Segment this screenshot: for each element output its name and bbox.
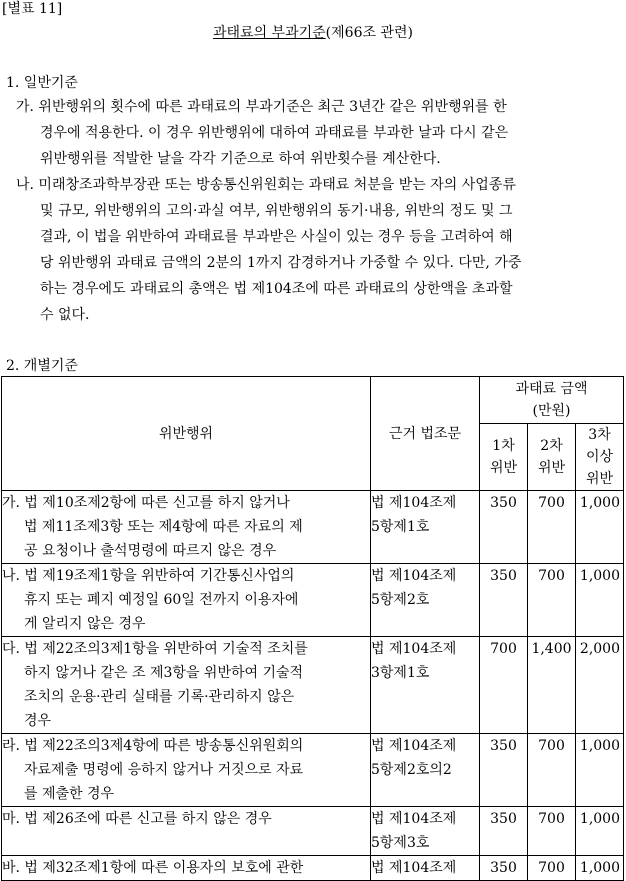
second-amount: 700 [528,807,576,856]
violation-cell [2,637,371,734]
violation-line: 법 제11조제3항 또는 제4항에 따른 자료의 제 [24,519,303,535]
col-header-third [576,424,624,491]
second-amount: 1,400 [528,637,576,734]
first-amount: 350 [480,564,528,637]
third-amount: 1,000 [576,856,624,881]
first-amount: 350 [480,734,528,807]
general-ga-line: 경우에 적용한다. 이 경우 위반행위에 대하여 과태료를 부과한 날과 다시 같은 [40,125,509,141]
violation-line: 경우 [24,713,52,729]
general-ga-line: 가. 위반행위의 횟수에 따른 과태료의 부과기준은 최근 3년간 같은 위반행위를 한 [16,99,507,115]
violation-line: 공 요청이나 출석명령에 따르지 않은 경우 [24,543,277,559]
title-reference: (제66조 관련) [325,25,413,41]
amount-header-line2: (만원) [532,403,571,419]
violation-cell [2,807,371,856]
first-amount: 350 [480,807,528,856]
law-line: 5항제1호 [371,519,430,535]
law-line: 5항제3호 [371,835,430,851]
violation-line: 바. 법 제32조제1항에 따른 이용자의 보호에 관한 [2,860,304,876]
table-row [2,637,624,734]
violation-line: 게 알리지 않은 경우 [24,616,146,632]
third-header-l3: 위반 [585,471,614,487]
law-line: 법 제104조제 [371,738,457,754]
violation-line: 하지 않거나 같은 조 제3항을 위반하여 기술적 [24,665,304,681]
third-amount: 1,000 [576,491,624,564]
col-header-violation: 위반행위 [2,377,371,491]
first-header-l2: 위반 [489,460,518,476]
table-row [2,564,624,637]
table-row [2,491,624,564]
violation-cell [2,491,371,564]
law-line: 3항제1호 [371,665,430,681]
general-na-line: 나. 미래창조과학부장관 또는 방송통신위원회는 과태료 처분을 받는 자의 사업종류 [16,177,516,193]
general-na-line: 및 규모, 위반행위의 고의·과실 여부, 위반행위의 동기·내용, 위반의 정도 및 그 [40,203,513,219]
second-amount: 700 [528,564,576,637]
section-general-title: 1. 일반기준 [6,75,78,91]
second-amount: 700 [528,856,576,881]
law-cell [371,637,480,734]
third-amount: 1,000 [576,734,624,807]
general-ga-line: 위반행위를 적발한 날을 각각 기준으로 하여 위반횟수를 계산한다. [40,151,441,167]
third-amount: 1,000 [576,564,624,637]
law-line: 5항제2호의2 [371,762,452,778]
first-header-l1: 1차 [492,438,515,454]
third-amount: 1,000 [576,807,624,856]
general-na-line: 당 위반행위 과태료 금액의 2분의 1까지 감경하거나 가중할 수 있다. 다만, 가중 [40,255,522,271]
law-line: 법 제104조제 [371,860,457,876]
law-line: 법 제104조제 [371,495,457,511]
table-row [2,856,624,881]
col-header-first [480,424,528,491]
general-item-ga [16,94,616,172]
third-header-l2: 이상 [585,449,614,465]
first-amount: 350 [480,856,528,881]
violation-line: 자료제출 명령에 응하지 않거나 거짓으로 자료 [24,762,304,778]
second-amount: 700 [528,491,576,564]
second-amount: 700 [528,734,576,807]
second-header-l2: 위반 [537,460,566,476]
law-cell [371,856,480,881]
general-item-na [16,172,616,328]
law-line: 법 제104조제 [371,641,457,657]
violation-line: 가. 법 제10조제2항에 따른 신고를 하지 않거나 [2,495,290,511]
law-cell [371,734,480,807]
amount-header-line1: 과태료 금액 [515,381,588,397]
appendix-label: [별표 11] [2,1,63,17]
violation-line: 다. 법 제22조의3제1항을 위반하여 기술적 조치를 [2,641,308,657]
col-header-second [528,424,576,491]
violation-line: 마. 법 제26조에 따른 신고를 하지 않은 경우 [2,811,272,827]
general-na-line: 결과, 이 법을 위반하여 과태료를 부과받은 사실이 있는 경우 등을 고려하여 해 [40,229,513,245]
violation-cell [2,734,371,807]
violation-line: 를 제출한 경우 [24,786,115,802]
third-header-l1: 3차 [588,427,611,443]
section-individual-title: 2. 개별기준 [6,358,78,374]
third-amount: 2,000 [576,637,624,734]
violation-line: 조치의 운용·관리 실태를 기록·관리하지 않은 [24,689,295,705]
law-cell [371,564,480,637]
law-line: 법 제104조제 [371,811,457,827]
violation-line: 휴지 또는 폐지 예정일 60일 전까지 이용자에 [24,592,299,608]
table-row [2,734,624,807]
law-cell [371,491,480,564]
document-title [0,22,626,42]
first-amount: 350 [480,491,528,564]
title-main: 과태료의 부과기준 [213,25,326,41]
law-line: 5항제2호 [371,592,430,608]
violation-cell [2,564,371,637]
second-header-l1: 2차 [540,438,563,454]
general-na-line: 하는 경우에도 과태료의 총액은 법 제104조에 따른 과태료의 상한액을 초과할 [40,281,513,297]
col-header-law: 근거 법조문 [371,377,480,491]
penalty-table [1,376,624,881]
violation-line: 라. 법 제22조의3제4항에 따른 방송통신위원회의 [2,738,304,754]
general-na-line: 수 없다. [40,307,90,323]
law-line: 법 제104조제 [371,568,457,584]
table-row [2,807,624,856]
law-cell [371,807,480,856]
first-amount: 700 [480,637,528,734]
violation-cell [2,856,371,881]
table-header-row [2,377,624,424]
col-header-amount [480,377,624,424]
violation-line: 나. 법 제19조제1항을 위반하여 기간통신사업의 [2,568,295,584]
